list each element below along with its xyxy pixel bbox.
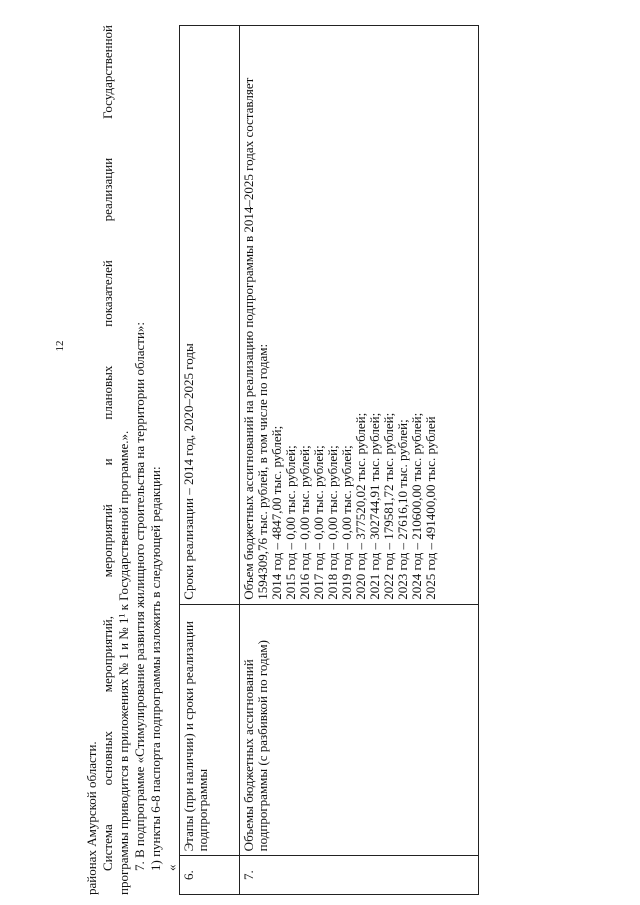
funding-year-item: 2016 год – 0,00 тыс. рублей; bbox=[297, 445, 312, 600]
table-row bbox=[180, 26, 240, 895]
funding-year-item: 2017 год – 0,00 тыс. рублей; bbox=[311, 445, 326, 600]
funding-by-year-list bbox=[270, 30, 438, 600]
funding-year-item: 2021 год – 302744,91 тыс. рублей; bbox=[367, 412, 382, 600]
paragraph-subprogram-7: 7. В подпрограмме «Стимулирование развития жилищного строительства на территории области»: bbox=[132, 321, 147, 871]
funding-year-item: 2014 год – 4847,00 тыс. рублей; bbox=[269, 425, 284, 600]
funding-year-item: 2023 год – 27616,10 тыс. рублей; bbox=[395, 419, 410, 600]
paragraph-districts: районах Амурской области. bbox=[84, 741, 99, 895]
funding-year-item: 2020 год – 377520,02 тыс. рублей; bbox=[353, 412, 368, 600]
funding-year-item: 2024 год – 210600,00 тыс. рублей; bbox=[409, 412, 424, 600]
table-row bbox=[240, 26, 479, 895]
row-label: Этапы (при наличии) и сроки реализации подпрограммы bbox=[180, 604, 240, 856]
row-number: 6. bbox=[180, 856, 240, 895]
row-value: Сроки реализации – 2014 год, 2020–2025 годы bbox=[180, 26, 240, 605]
row-label: Объемы бюджетных ассигнований подпрограммы (с разбивкой по годам) bbox=[240, 604, 479, 856]
funding-year-item: 2019 год – 0,00 тыс. рублей; bbox=[339, 445, 354, 600]
funding-intro: Объем бюджетных ассигнований на реализацию подпрограммы в 2014–2025 годах составляет 1594309,76 тыс. рублей, в том числе по годам: bbox=[241, 77, 270, 600]
row-value bbox=[240, 26, 479, 605]
paragraph-system-line1: Система основных мероприятий, мероприятий и плановых показателей реализации Государственной bbox=[100, 25, 115, 871]
opening-quote: « bbox=[164, 864, 179, 871]
paragraph-system-line2: программы приводится в приложениях № 1 и № 1¹ к Государственной программе.». bbox=[116, 430, 131, 895]
funding-year-item: 2015 год – 0,00 тыс. рублей; bbox=[283, 445, 298, 600]
rotated-page-content bbox=[84, 25, 524, 895]
funding-year-item: 2022 год – 179581,72 тыс. рублей; bbox=[381, 412, 396, 600]
funding-year-item: 2025 год – 491400,00 тыс. рублей bbox=[423, 416, 438, 600]
subprogram-passport-table bbox=[179, 25, 479, 895]
row-number: 7. bbox=[240, 856, 479, 895]
paragraph-items-6-8: 1) пункты 6-8 паспорта подпрограммы изложить в следующей редакции: bbox=[148, 466, 163, 871]
funding-year-item: 2018 год – 0,00 тыс. рублей; bbox=[325, 445, 340, 600]
page-number: 12 bbox=[54, 340, 66, 352]
